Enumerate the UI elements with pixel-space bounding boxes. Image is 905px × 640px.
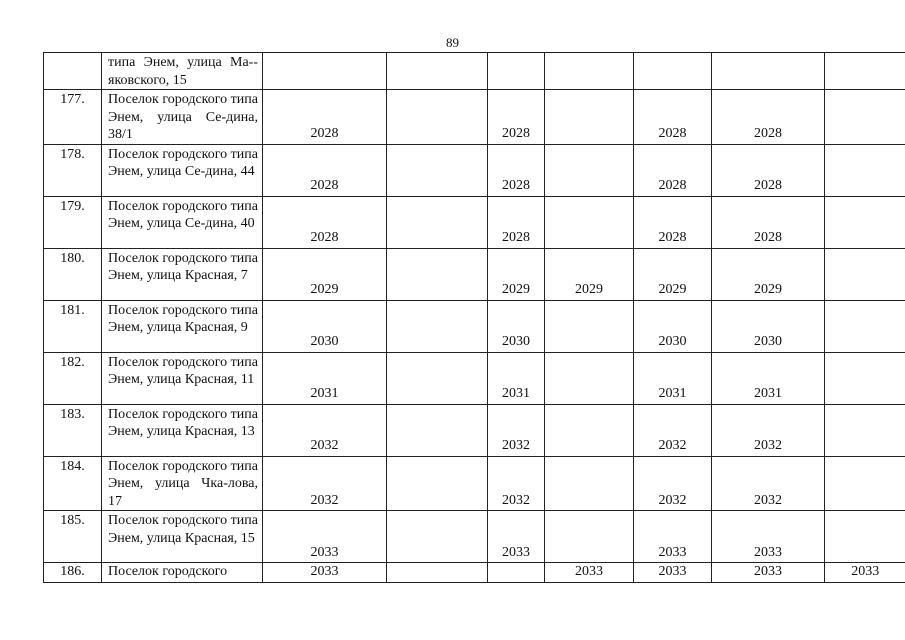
year-cell-1: 2032 (263, 404, 387, 456)
table-row (44, 456, 905, 511)
year-cell-4 (545, 511, 634, 563)
year-cell-6: 2030 (712, 300, 825, 352)
address-cell: Поселок городского типа Энем, улица Чка-лова, 17 (102, 456, 263, 511)
address-cell: типа Энем, улица Ма-яковского, 15 (102, 53, 263, 90)
year-cell-6 (712, 53, 825, 90)
year-cell-2 (387, 511, 488, 563)
year-cell-3: 2029 (488, 248, 545, 300)
year-cell-2 (387, 90, 488, 145)
year-cell-5: 2028 (634, 196, 712, 248)
row-number: 178. (44, 144, 102, 196)
year-cell-6: 2028 (712, 196, 825, 248)
year-cell-7 (825, 248, 905, 300)
address-cell: Поселок городского типа Энем, улица Красная, 7 (102, 248, 263, 300)
year-cell-1: 2028 (263, 196, 387, 248)
year-cell-3: 2031 (488, 352, 545, 404)
year-cell-7 (825, 90, 905, 145)
year-cell-5: 2032 (634, 456, 712, 511)
table-body (44, 53, 905, 583)
year-cell-6: 2033 (712, 511, 825, 563)
page-number: 89 (446, 35, 459, 50)
year-cell-4 (545, 404, 634, 456)
address-cell: Поселок городского типа Энем, улица Красная, 15 (102, 511, 263, 563)
year-cell-6: 2028 (712, 90, 825, 145)
year-cell-3: 2028 (488, 90, 545, 145)
table-row (44, 248, 905, 300)
address-cell: Поселок городского типа Энем, улица Красная, 13 (102, 404, 263, 456)
year-cell-6: 2032 (712, 456, 825, 511)
year-cell-7 (825, 404, 905, 456)
row-number: 179. (44, 196, 102, 248)
row-number: 182. (44, 352, 102, 404)
year-cell-2 (387, 404, 488, 456)
year-cell-5: 2032 (634, 404, 712, 456)
year-cell-3 (488, 563, 545, 583)
housing-repair-schedule-table (43, 52, 905, 583)
year-cell-1: 2033 (263, 563, 387, 583)
year-cell-3: 2028 (488, 196, 545, 248)
year-cell-2 (387, 144, 488, 196)
year-cell-4: 2033 (545, 563, 634, 583)
year-cell-1: 2031 (263, 352, 387, 404)
year-cell-7 (825, 300, 905, 352)
year-cell-5: 2028 (634, 144, 712, 196)
table-row (44, 511, 905, 563)
address-cell: Поселок городского типа Энем, улица Красная, 11 (102, 352, 263, 404)
year-cell-7 (825, 144, 905, 196)
year-cell-5: 2031 (634, 352, 712, 404)
year-cell-6: 2032 (712, 404, 825, 456)
year-cell-4 (545, 300, 634, 352)
year-cell-7 (825, 511, 905, 563)
year-cell-3: 2032 (488, 456, 545, 511)
year-cell-7 (825, 196, 905, 248)
year-cell-4 (545, 53, 634, 90)
year-cell-4: 2029 (545, 248, 634, 300)
year-cell-3: 2030 (488, 300, 545, 352)
table-row (44, 404, 905, 456)
address-cell: Поселок городского типа Энем, улица Се-дина, 40 (102, 196, 263, 248)
table-row (44, 563, 905, 583)
address-cell: Поселок городского типа Энем, улица Се-дина, 38/1 (102, 90, 263, 145)
table-row (44, 90, 905, 145)
year-cell-6: 2033 (712, 563, 825, 583)
year-cell-2 (387, 300, 488, 352)
year-cell-7: 2033 (825, 563, 905, 583)
row-number: 177. (44, 90, 102, 145)
year-cell-2 (387, 563, 488, 583)
year-cell-2 (387, 53, 488, 90)
year-cell-6: 2031 (712, 352, 825, 404)
year-cell-4 (545, 456, 634, 511)
year-cell-5 (634, 53, 712, 90)
year-cell-3: 2033 (488, 511, 545, 563)
year-cell-5: 2030 (634, 300, 712, 352)
year-cell-1 (263, 53, 387, 90)
year-cell-1: 2028 (263, 144, 387, 196)
year-cell-4 (545, 196, 634, 248)
year-cell-1: 2033 (263, 511, 387, 563)
year-cell-2 (387, 248, 488, 300)
row-number: 180. (44, 248, 102, 300)
year-cell-1: 2029 (263, 248, 387, 300)
year-cell-5: 2029 (634, 248, 712, 300)
row-number: 184. (44, 456, 102, 511)
year-cell-7 (825, 456, 905, 511)
row-number (44, 53, 102, 90)
row-number: 181. (44, 300, 102, 352)
year-cell-1: 2032 (263, 456, 387, 511)
row-number: 183. (44, 404, 102, 456)
year-cell-2 (387, 196, 488, 248)
row-number: 186. (44, 563, 102, 583)
table-row (44, 196, 905, 248)
year-cell-3: 2032 (488, 404, 545, 456)
year-cell-2 (387, 352, 488, 404)
year-cell-4 (545, 144, 634, 196)
year-cell-7 (825, 53, 905, 90)
table-row (44, 144, 905, 196)
address-cell: Поселок городского (102, 563, 263, 583)
year-cell-5: 2028 (634, 90, 712, 145)
address-cell: Поселок городского типа Энем, улица Се-дина, 44 (102, 144, 263, 196)
year-cell-7 (825, 352, 905, 404)
year-cell-1: 2030 (263, 300, 387, 352)
year-cell-4 (545, 90, 634, 145)
year-cell-4 (545, 352, 634, 404)
year-cell-6: 2028 (712, 144, 825, 196)
year-cell-6: 2029 (712, 248, 825, 300)
address-cell: Поселок городского типа Энем, улица Красная, 9 (102, 300, 263, 352)
year-cell-1: 2028 (263, 90, 387, 145)
table-row (44, 300, 905, 352)
row-number: 185. (44, 511, 102, 563)
year-cell-3: 2028 (488, 144, 545, 196)
year-cell-2 (387, 456, 488, 511)
year-cell-3 (488, 53, 545, 90)
year-cell-5: 2033 (634, 511, 712, 563)
table-row (44, 53, 905, 90)
table-row (44, 352, 905, 404)
year-cell-5: 2033 (634, 563, 712, 583)
